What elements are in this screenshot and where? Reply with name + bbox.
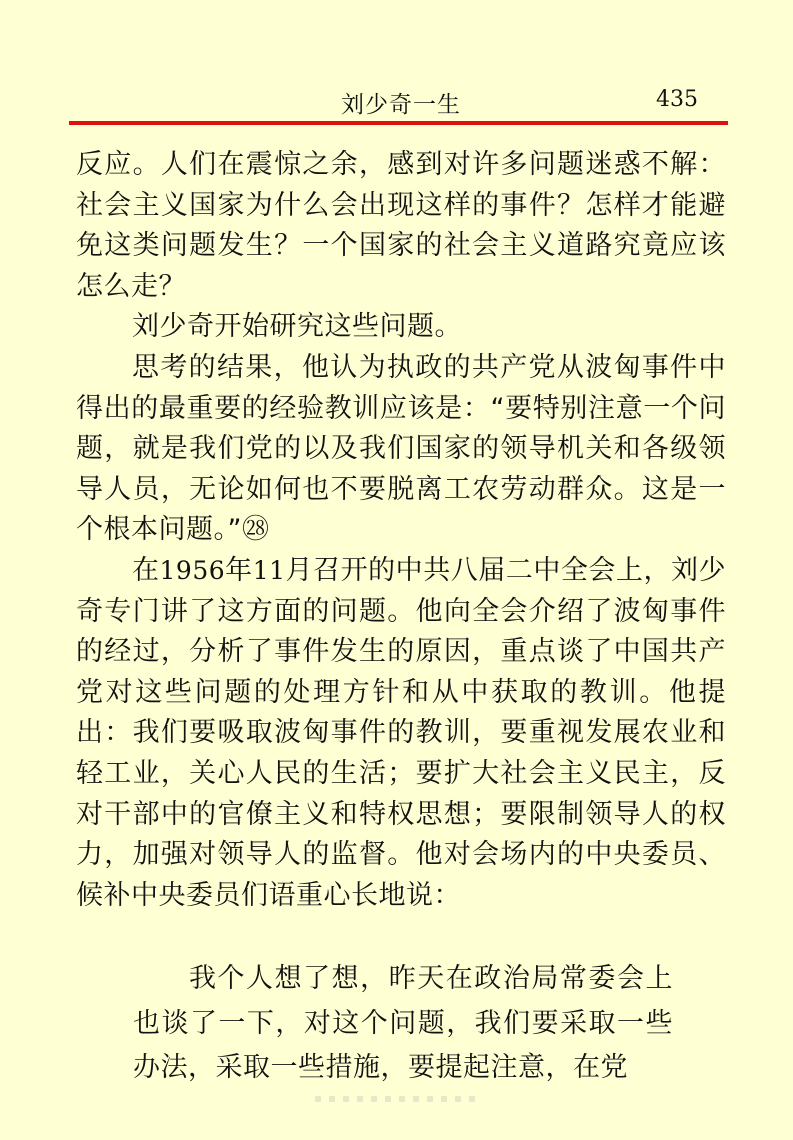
- body-text: [76, 145, 726, 916]
- paragraph-4-rest: 月召开的中共八届二中全会上，刘少奇专门讲了这方面的问题。他向全会介绍了波匈事件的经过，分析了事件发生的原因，重点谈了中国共产党对这些问题的处理方针和从中获取的教训。他提出：我们要吸取波匈事件的教训，要重视发展农业和轻工业，关心人民的生活；要扩大社会主义民主，反对干部中的官僚主义和特权思想；要限制领导人的权力，加强对领导人的监督。他对会场内的中央委员、候补中央委员们语重心长地说：: [76, 554, 727, 911]
- paragraph-4-pre: 在: [132, 554, 160, 586]
- year-number: 1956: [159, 555, 226, 585]
- page-number: 435: [656, 87, 698, 112]
- paragraph-3: 思考的结果，他认为执政的共产党从波匈事件中得出的最重要的经验教训应该是：“要特别注意一个问题，就是我们党的以及我们国家的领导机关和各级领导人员，无论如何也不要脱离工农劳动群众。这是一个根本问题。”㉘: [76, 351, 726, 546]
- paragraph-4: [76, 551, 726, 916]
- page-header: [0, 0, 793, 130]
- header-rule: [69, 121, 728, 125]
- block-quote: [133, 957, 673, 1091]
- paragraph-4-year-unit: 年: [225, 554, 253, 586]
- paragraph-2: 刘少奇开始研究这些问题。: [132, 311, 462, 343]
- running-title: 刘少奇一生: [341, 92, 461, 118]
- paragraph-1: 反应。人们在震惊之余，感到对许多问题迷惑不解：社会主义国家为什么会出现这样的事件？怎样才能避免这类问题发生？一个国家的社会主义道路究竟应该怎么走？: [76, 149, 726, 302]
- quote-text: 我个人想了想，昨天在政治局常委会上也谈了一下，对这个问题，我们要采取一些办法，采取一些措施，要提起注意，在党: [133, 963, 673, 1083]
- month-number: 11: [252, 555, 286, 585]
- footer-scan-mark: [315, 1096, 475, 1102]
